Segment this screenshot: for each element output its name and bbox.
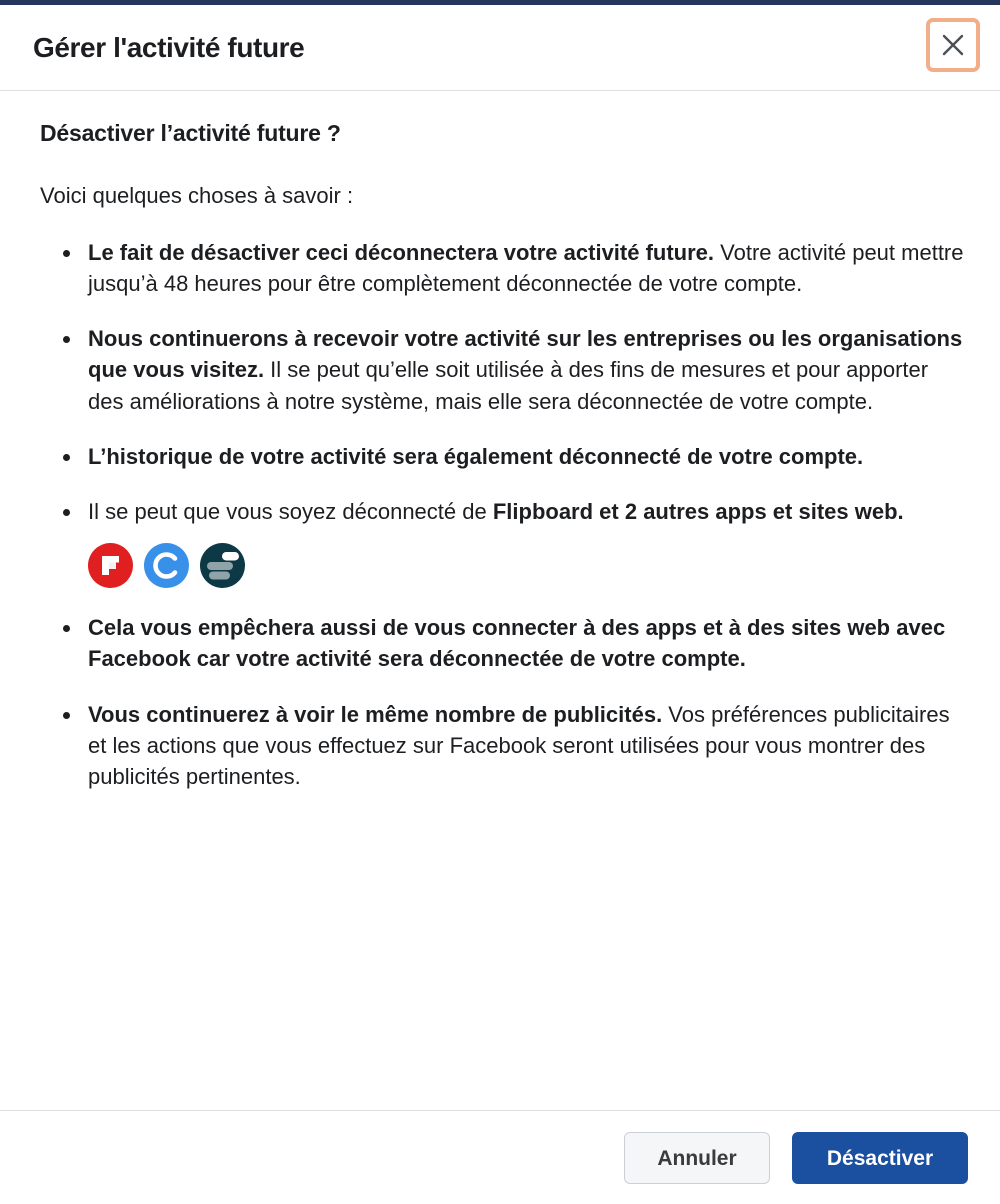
cancel-button[interactable]: Annuler (624, 1132, 770, 1184)
dialog-header (0, 5, 1000, 91)
list-item (40, 699, 967, 793)
deactivate-button[interactable]: Désactiver (792, 1132, 968, 1184)
point-bold-lead: Nous continuerons à recevoir votre activité sur les entreprises ou les organisations que vous visitez. (88, 326, 963, 383)
close-icon (940, 32, 966, 58)
point-bold-lead: Vous continuerez à voir le même nombre de publicités. (88, 701, 663, 727)
body-intro: Voici quelques choses à savoir : (40, 182, 354, 208)
c-app-icon[interactable] (144, 543, 189, 588)
body-heading: Désactiver l’activité future ? (40, 120, 341, 146)
close-button[interactable] (926, 18, 980, 72)
point-lead: Il se peut que vous soyez déconnecté de (88, 498, 493, 524)
point-rest: Vos préférences publicitaires et les actions que vous effectuez sur Facebook seront utilisées pour vous montrer des publicités pertinentes. (88, 701, 950, 790)
point-rest: Il se peut qu’elle soit utilisée à des fins de mesures et pour apporter des améliorations à notre système, mais elle sera déconnectée de votre compte. (88, 357, 929, 414)
connected-apps-icons (88, 543, 967, 588)
flipboard-app-icon[interactable] (88, 543, 133, 588)
info-points-list (40, 237, 967, 793)
list-item (40, 237, 967, 299)
point-rest: Votre activité peut mettre jusqu’à 48 heures pour être complètement déconnectée de votre compte. (88, 239, 964, 296)
point-bold-lead: Cela vous empêchera aussi de vous connecter à des apps et à des sites web avec Facebook car votre activité sera déconnectée de votre compte. (88, 615, 946, 672)
point-bold-tail: Flipboard et 2 autres apps et sites web. (492, 498, 904, 524)
list-item (40, 441, 967, 472)
point-bold-lead: Le fait de désactiver ceci déconnectera votre activité future. (88, 239, 715, 265)
page-title: Gérer l'activité future (33, 31, 305, 63)
dialog-footer (0, 1110, 1000, 1204)
point-bold-lead: L’historique de votre activité sera également déconnecté de votre compte. (88, 443, 864, 469)
bars-app-icon[interactable] (200, 543, 245, 588)
list-item-connected-apps (40, 496, 967, 588)
dialog-body (0, 91, 1000, 1110)
list-item (40, 323, 967, 417)
list-item (40, 612, 967, 674)
manage-future-activity-dialog (0, 5, 1000, 1204)
